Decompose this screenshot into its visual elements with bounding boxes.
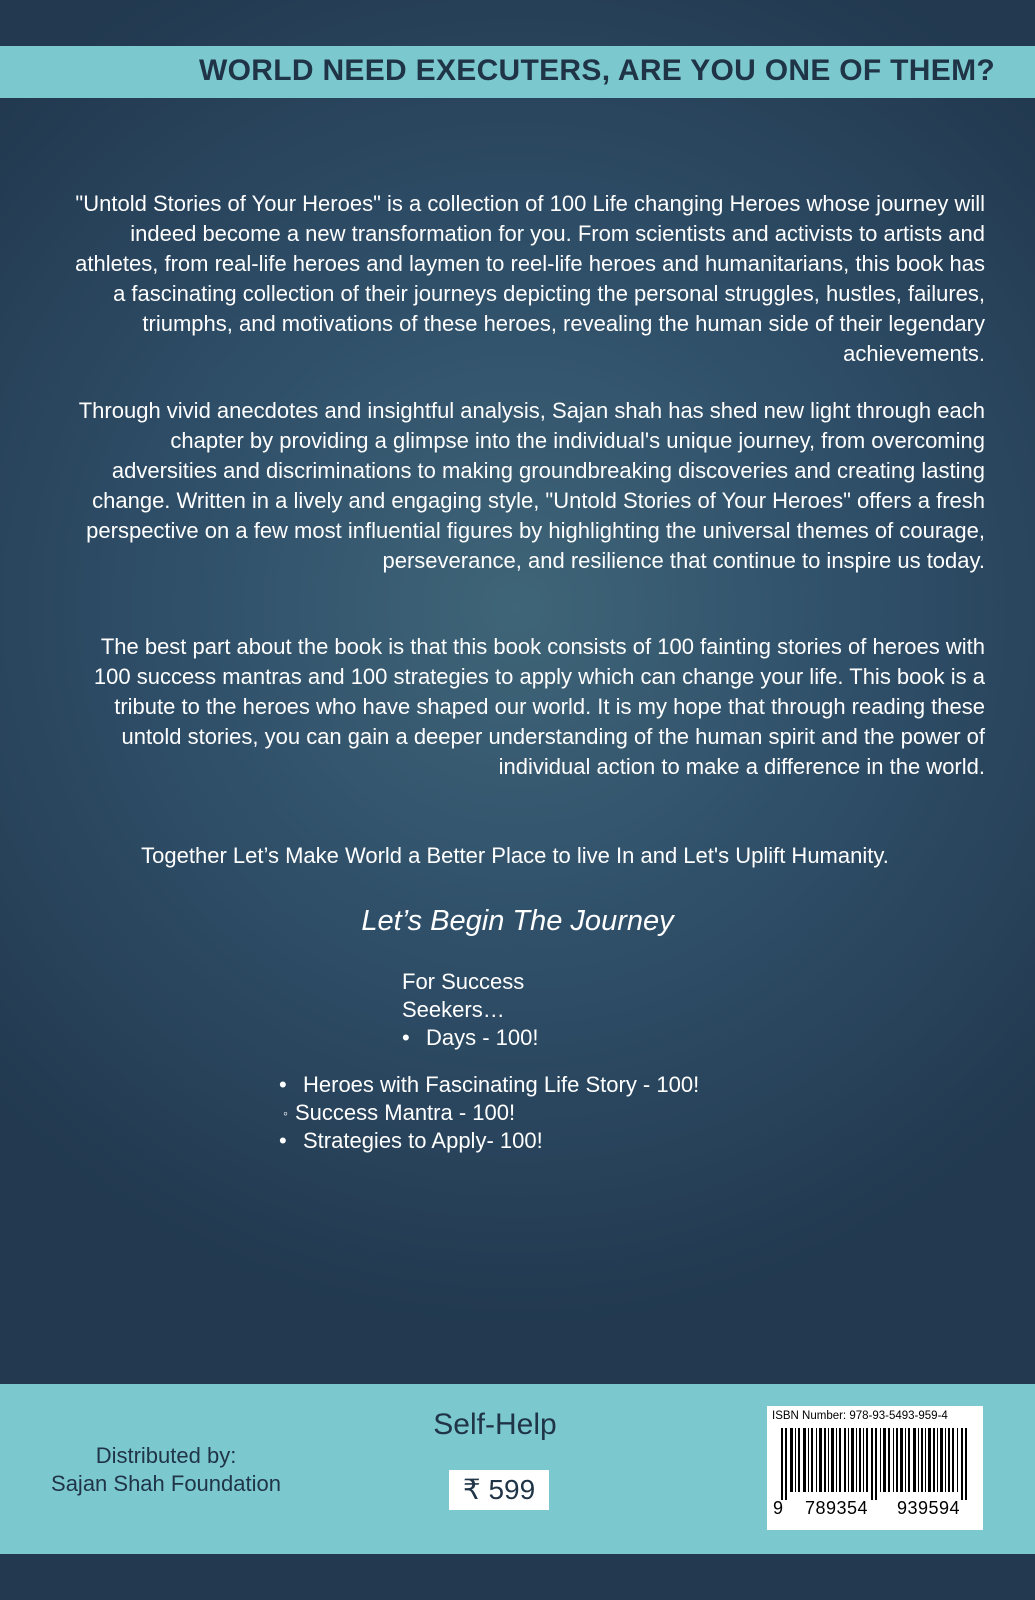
bullet-icon: •	[279, 1072, 287, 1097]
distributed-label: Distributed by:	[95, 1443, 237, 1468]
barcode-icon	[767, 1428, 983, 1500]
list-item	[279, 1071, 715, 1099]
distributor-name: Sajan Shah Foundation	[51, 1471, 281, 1496]
description-paragraph-2: Through vivid anecdotes and insightful analysis, Sajan shah has shed new light through each chapter by providing a glimpse into the individual's unique journey, from overcoming adversities and discriminations to making groundbreaking discoveries and creating lasting change. Written in a lively and engaging style, "Untold Stories of Your Heroes" offers a fresh perspective on a few most influential figures by highlighting the universal themes of courage, perseverance, and resilience that continue to inspire us today.	[78, 398, 985, 573]
cover-headline: WORLD NEED EXECUTERS, ARE YOU ONE OF THEM?	[199, 54, 995, 87]
description-paragraph-1: "Untold Stories of Your Heroes" is a collection of 100 Life changing Heroes whose journey will indeed become a new transformation for you. From scientists and activists to artists and athletes, from real-life heroes and laymen to reel-life heroes and humanitarians, this book has a fascinating collection of their journeys depicting the personal struggles, hustles, failures, triumphs, and motivations of these heroes, revealing the human side of their legendary achievements.	[75, 191, 985, 366]
footer-band	[0, 1384, 1035, 1554]
isbn-number: ISBN Number: 978-93-5493-959-4	[772, 1410, 948, 1422]
journey-feature-list	[279, 1071, 715, 1155]
list-item-text: Heroes with Fascinating Life Story - 100!	[303, 1072, 700, 1097]
journey-intro-list	[402, 968, 539, 1052]
intro-line-2: Seekers…	[402, 997, 505, 1022]
description-paragraph-3: The best part about the book is that this book consists of 100 fainting stories of heroes with 100 success mantras and 100 strategies to apply which can change your life. This book is a tribute to the heroes who have shaped our world. It is my hope that through reading these untold stories, you can gain a deeper understanding of the human spirit and the power of individual action to make a difference in the world.	[93, 634, 985, 779]
list-item-text: Strategies to Apply- 100!	[303, 1128, 543, 1153]
price-tag: ₹ 599	[449, 1470, 549, 1510]
list-item-text: Days - 100!	[426, 1025, 539, 1050]
intro-line-1: For Success	[402, 969, 525, 994]
barcode-digit: 9	[773, 1498, 784, 1518]
list-item	[285, 1099, 715, 1127]
closing-line: Together Let’s Make World a Better Place to live In and Let's Uplift Humanity.	[141, 843, 889, 868]
list-item	[279, 1127, 715, 1155]
bullet-icon: •	[279, 1128, 287, 1153]
list-item-text: Success Mantra - 100!	[295, 1100, 516, 1125]
genre-label: Self-Help	[433, 1408, 557, 1441]
isbn-barcode	[767, 1406, 983, 1530]
distributor-info	[36, 1442, 296, 1498]
list-item	[402, 1024, 539, 1052]
barcode-digits-left: 789354	[805, 1498, 869, 1518]
journey-heading: Let’s Begin The Journey	[361, 905, 674, 937]
barcode-digits-right: 939594	[897, 1498, 961, 1518]
bullet-icon: •	[402, 1025, 410, 1050]
title-band	[0, 46, 1035, 98]
bullet-icon: ◦	[283, 1105, 288, 1121]
